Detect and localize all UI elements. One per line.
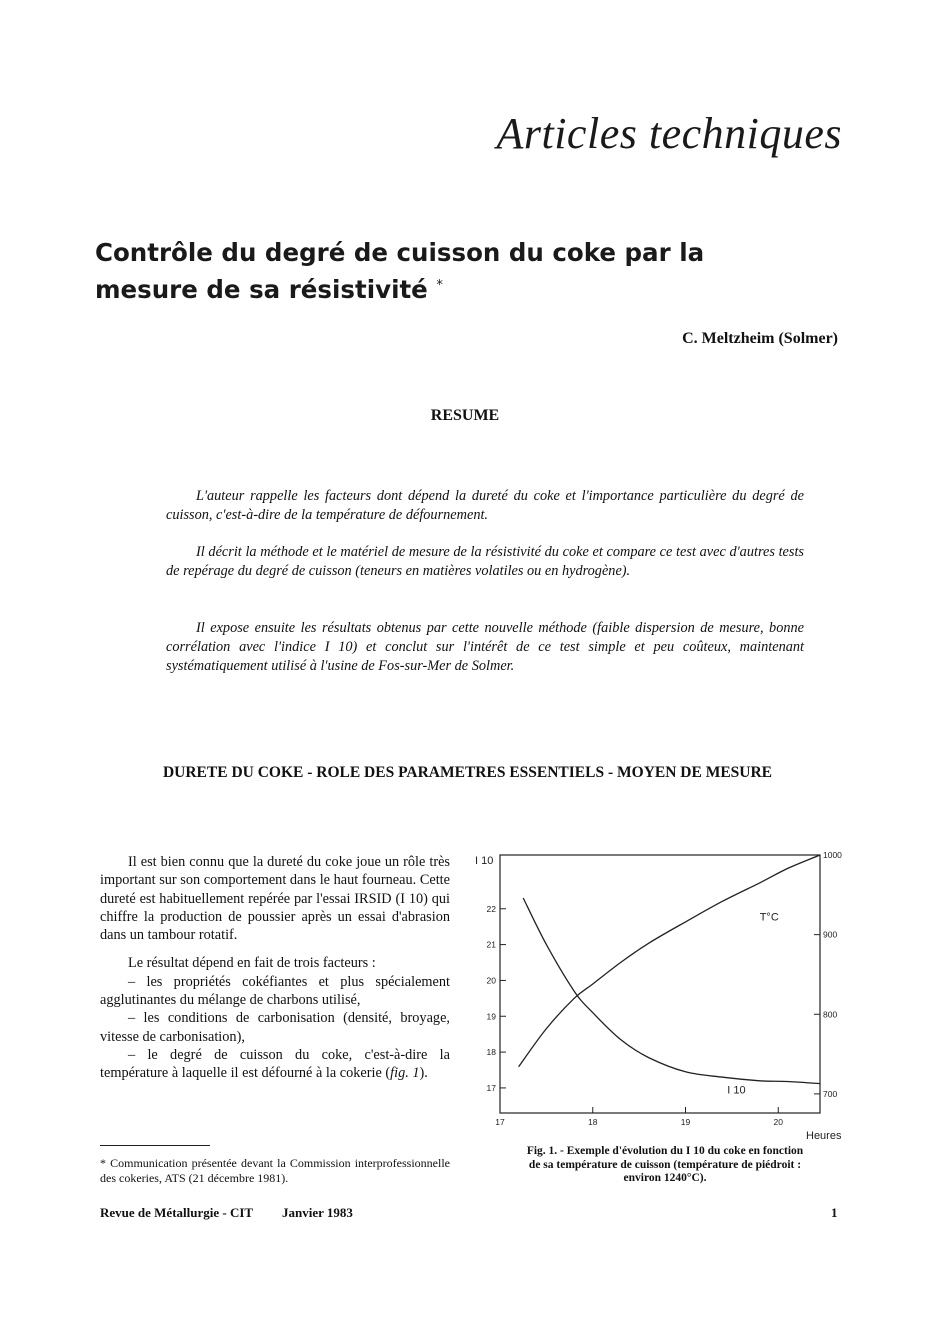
x-tick-label: 20 xyxy=(773,1117,783,1127)
title-line-1: Contrôle du degré de cuisson du coke par la xyxy=(95,238,705,267)
y-tick-label: 21 xyxy=(486,939,496,950)
footer-date: Janvier 1983 xyxy=(282,1205,353,1220)
page-number: 1 xyxy=(831,1205,838,1220)
caption-line: de sa température de cuisson (température de piédroit : xyxy=(528,1158,802,1171)
title-line-2-text: mesure de sa résistivité xyxy=(95,275,428,305)
y-tick-label: 18 xyxy=(486,1047,496,1058)
y-axis-label: I 10 xyxy=(475,855,494,867)
y-tick-label: 22 xyxy=(486,903,496,914)
caption-line: Fig. 1. - Exemple d'évolution du I 10 du coke en fonction xyxy=(526,1145,804,1157)
abstract-paragraph: Il expose ensuite les résultats obtenus par cette nouvelle méthode (faible dispersion de mesure, bonne corrélation avec l'indice I 10) et conclut sur l'intérêt de ce test simple et peu coûteux, maintenant systématiquement utilisé à l'usine de Fos-sur-Mer de Solmer. xyxy=(166,620,804,674)
list-item: – les propriétés cokéfiantes et plus spécialement agglutinantes du mélange de charbons utilisé, xyxy=(100,973,450,1009)
author: C. Meltzheim (Solmer) xyxy=(682,330,838,347)
y-tick-label: 20 xyxy=(486,975,496,986)
body-paragraph: Le résultat dépend en fait de trois facteurs : xyxy=(128,955,376,972)
y2-tick-label: 800 xyxy=(823,1009,838,1020)
x-axis-label: Heures xyxy=(806,1130,842,1140)
footer-journal: Revue de Métallurgie - CIT xyxy=(100,1205,254,1220)
y2-tick-label: 900 xyxy=(823,929,838,940)
x-tick-label: 17 xyxy=(495,1117,505,1127)
series-line-i-10 xyxy=(523,898,820,1084)
list-item xyxy=(100,1046,450,1083)
x-tick-label: 19 xyxy=(680,1117,691,1127)
abstract-paragraph: Il décrit la méthode et le matériel de mesure de la résistivité du coke et compare ce test avec d'autres tests de repérage du degré de cuisson (teneurs en matières volatiles ou en hydrogène). xyxy=(166,544,804,579)
y2-tick-label: 1000 xyxy=(823,850,842,860)
series-label-i-10: I 10 xyxy=(727,1084,746,1097)
list-item-end: ). xyxy=(419,1065,428,1082)
figure-caption xyxy=(490,1145,840,1186)
y2-tick-label: 700 xyxy=(823,1088,838,1099)
section-heading: DURETE DU COKE - ROLE DES PARAMETRES ESSENTIELS - MOYEN DE MESURE xyxy=(162,764,773,781)
list-item-text: – le degré de cuisson du coke, c'est-à-dire la température à laquelle il est défourné à la cokerie ( xyxy=(100,1046,450,1082)
title-line-2 xyxy=(95,269,815,306)
y-tick-label: 17 xyxy=(486,1082,496,1093)
body-text xyxy=(100,853,450,1083)
plot-frame xyxy=(500,855,820,1113)
list-item: – les conditions de carbonisation (densité, broyage, vitesse de carbonisation), xyxy=(100,1010,450,1045)
section-title: Articles techniques xyxy=(496,109,842,158)
series-label-t-c: T°C xyxy=(759,911,779,924)
footnote-divider xyxy=(100,1145,210,1146)
y-tick-label: 19 xyxy=(486,1011,496,1022)
body-paragraph: Il est bien connu que la dureté du coke joue un rôle très important sur son comportement dans le haut fourneau. Cette dureté est habituellement repérée par l'essai IRSID (I 10) qui chiffre la production de poussier après un essai d'abrasion dans un tambour rotatif. xyxy=(100,854,450,944)
figure-reference-link[interactable]: fig. 1 xyxy=(390,1065,420,1082)
footnote: * Communication présentée devant la Commission interprofessionnelle des cokeries, ATS (21 décembre 1981). xyxy=(100,1156,450,1185)
series-line-t-c xyxy=(519,855,820,1067)
resume-heading: RESUME xyxy=(430,407,500,424)
chart-fig-1 xyxy=(470,845,850,1140)
caption-line: environ 1240°C). xyxy=(623,1172,707,1184)
abstract-paragraph: L'auteur rappelle les facteurs dont dépend la dureté du coke et l'importance particulière du degré de cuisson, c'est-à-dire de la température de défournement. xyxy=(166,488,804,523)
article-title xyxy=(95,236,815,306)
x-tick-label: 18 xyxy=(588,1117,598,1127)
title-footnote-mark: * xyxy=(436,278,443,293)
